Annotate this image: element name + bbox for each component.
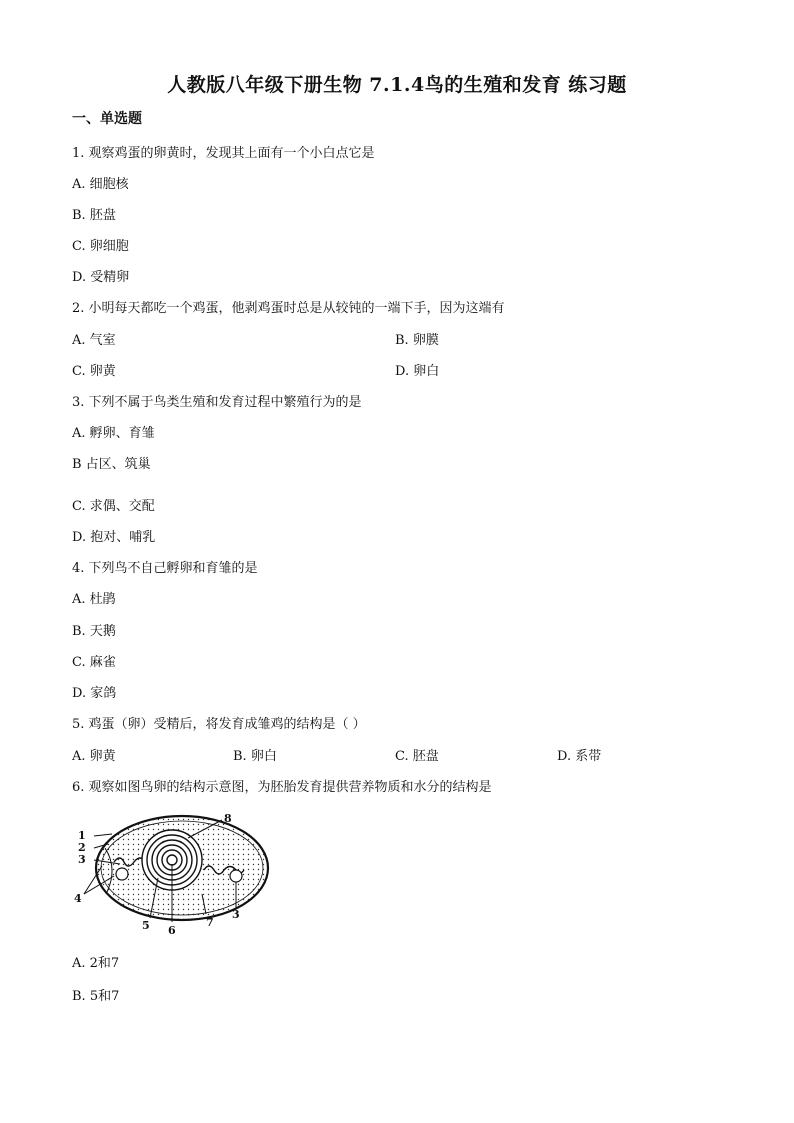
page-title: 人教版八年级下册生物 7.1.4鸟的生殖和发育 练习题 [167,74,627,96]
question-5-option-b: B. 卵白 [233,749,277,764]
figure-label-6: 6 [168,924,176,936]
question-1-option-d: D. 受精卵 [72,270,130,285]
question-4-option-a: A. 杜鹃 [72,592,116,607]
chalaza-knot-left [116,868,128,880]
question-3-option-d: D. 抱对、哺乳 [72,530,156,545]
question-5-option-a: A. 卵黄 [72,749,116,764]
question-2-stem: 2. 小明每天都吃一个鸡蛋，他剥鸡蛋时总是从较钝的一端下手，因为这端有 [72,301,505,316]
question-2-option-b: B. 卵膜 [395,333,439,348]
question-5-option-d: D. 系带 [557,749,602,764]
question-4-option-b: B. 天鹅 [72,624,116,639]
figure-label-3: 3 [78,853,86,866]
question-1-option-a: A. 细胞核 [72,177,129,192]
question-2-option-d: D. 卵白 [395,364,440,379]
question-4-option-c: C. 麻雀 [72,655,116,670]
chalaza-knot-right [230,870,242,882]
question-1-option-c: C. 卵细胞 [72,239,129,254]
figure-label-5: 5 [142,919,150,932]
question-6-option-b: B. 5和7 [72,989,120,1004]
question-3-stem: 3. 下列不属于鸟类生殖和发育过程中繁殖行为的是 [72,395,362,410]
figure-label-2: 2 [78,841,86,854]
question-2-option-a: A. 气室 [72,333,116,348]
question-6-option-a: A. 2和7 [72,956,120,971]
question-3-option-c: C. 求偶、交配 [72,499,155,514]
question-4-stem: 4. 下列鸟不自己孵卵和育雏的是 [72,561,258,576]
section-heading: 一、单选题 [72,111,142,127]
figure-label-1: 1 [78,829,86,842]
question-3-option-b: B 占区、筑巢 [72,457,151,472]
figure-label-4: 4 [74,892,82,905]
figure-label-7: 7 [206,916,214,929]
figure-label-3-right: 3 [232,908,240,921]
question-6-stem: 6. 观察如图鸟卵的结构示意图，为胚胎发育提供营养物质和水分的结构是 [72,780,492,795]
question-3-option-a: A. 孵卵、育雏 [72,426,155,441]
bird-egg-structure-diagram [72,808,272,936]
question-1-stem: 1. 观察鸡蛋的卵黄时，发现其上面有一个小白点它是 [72,146,375,161]
question-5-stem: 5. 鸡蛋（卵）受精后，将发育成雏鸡的结构是（ ） [72,717,366,732]
question-4-option-d: D. 家鸽 [72,686,117,701]
question-2-option-c: C. 卵黄 [72,364,116,379]
question-1-option-b: B. 胚盘 [72,208,116,223]
question-5-option-c: C. 胚盘 [395,749,439,764]
figure-label-8: 8 [224,812,232,825]
